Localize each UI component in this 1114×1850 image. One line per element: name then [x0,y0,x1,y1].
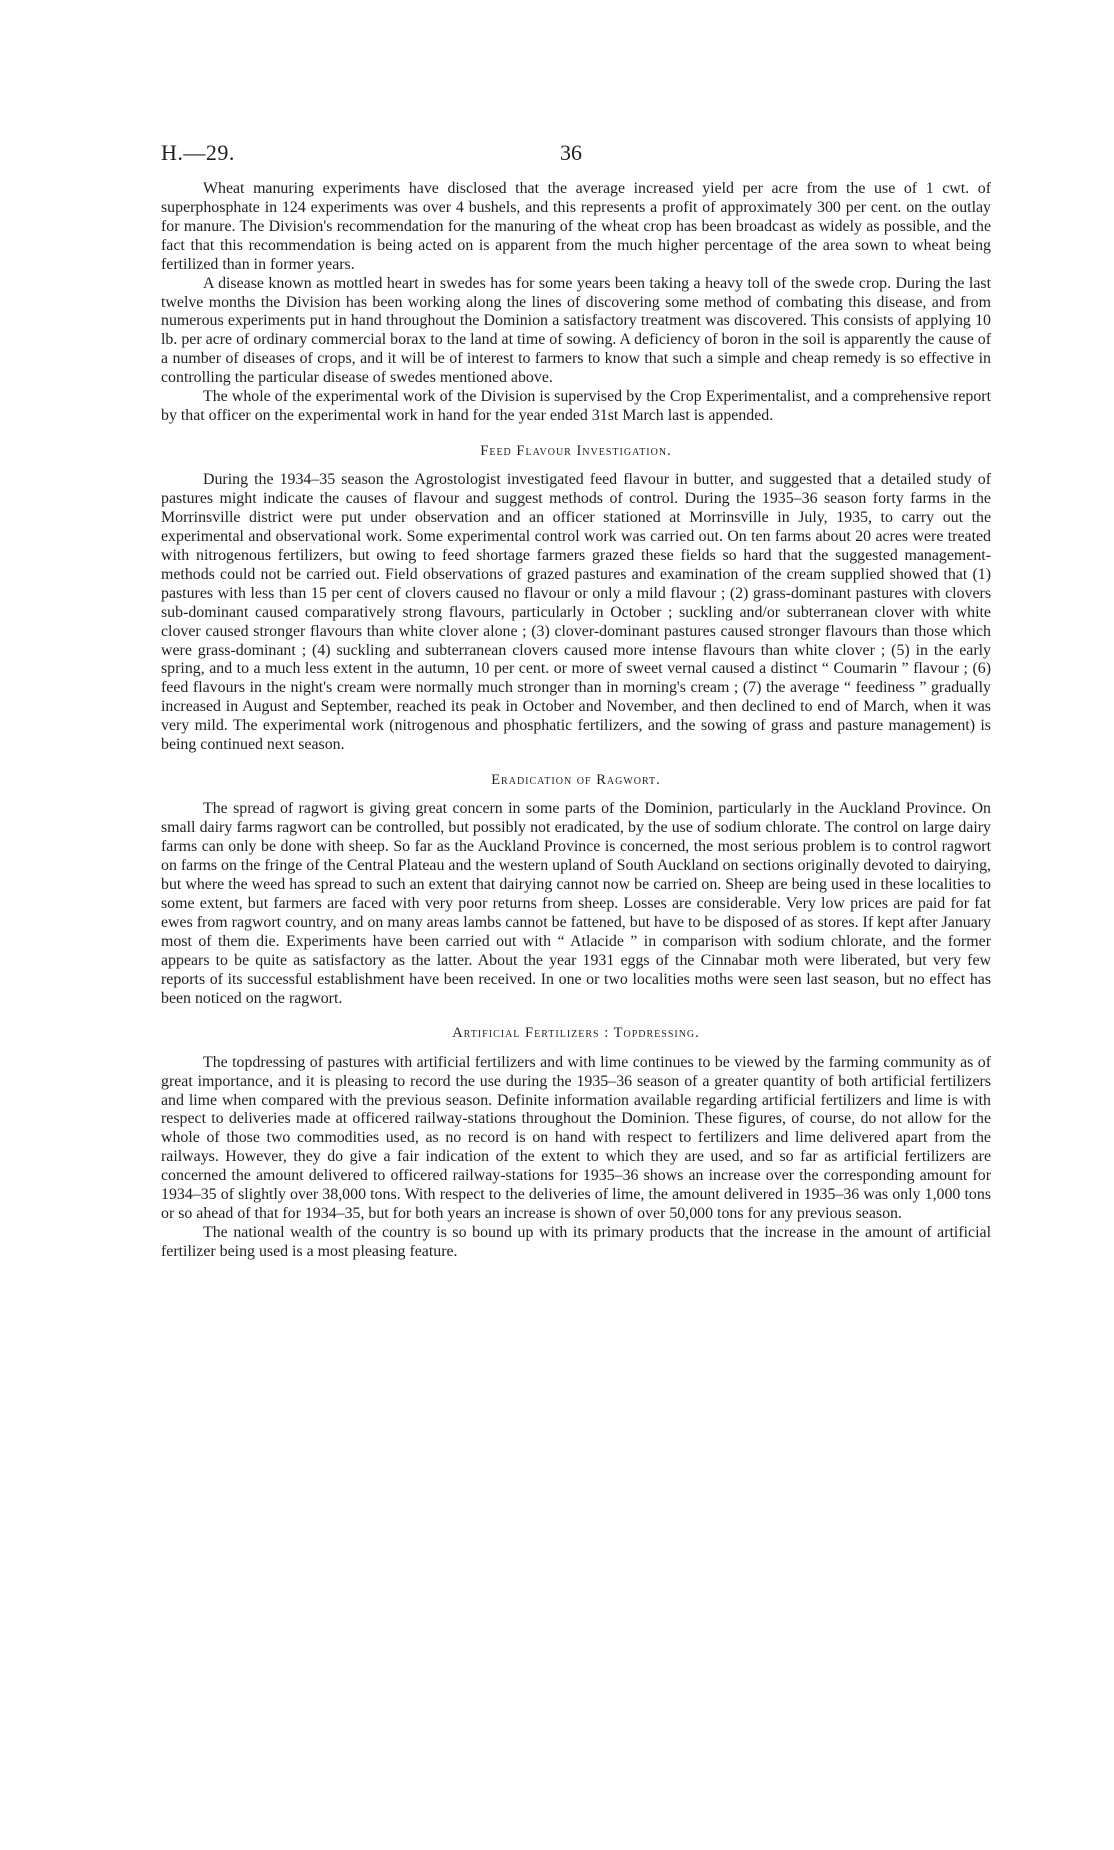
section-heading-fertilizers: Artificial Fertilizers : Topdressing. [452,1025,700,1042]
paragraph-feed-flavour: During the 1934–35 season the Agrostologist investigated feed flavour in butter, and suggested that a detailed study of pastures might indicate the causes of flavour and suggest methods of control. During the 1935–36 season forty farms in the Morrinsville district were put under observation and an officer stationed at Morrinsville in July, 1935, to carry out the experimental and observational work. Some experimental control work was carried out. On ten farms about 20 acres were treated with nitrogenous fertilizers, but owing to feed shortage farmers grazed these fields so hard that the suggested management-methods could not be carried out. Field observations of grazed pastures and examination of the cream supplied showed that (1) pastures with less than 15 per cent of clovers caused no flavour or only a mild flavour ; (2) grass-dominant pastures with clovers sub-dominant caused comparatively strong flavours, particularly in October ; suckling and/or subterranean clover with white clover caused stronger flavours than white clover alone ; (3) clover-dominant pastures caused stronger flavours than those which were grass-dominant ; (4) suckling and subterranean clovers caused more intense flavours than white clover ; (5) in the early spring, and to a much less extent in the autumn, 10 per cent. or more of sweet vernal caused a distinct “ Coumarin ” flavour ; (6) feed flavours in the night's cream were normally much stronger than in morning's cream ; (7) the average “ feediness ” gradually increased in August and September, reached its peak in October and November, and then declined to end of March, when it was very mild. The experimental work (nitrogenous and phosphatic fertilizers, and the sowing of grass and pasture management) is being continued next season. [161,471,991,754]
paragraph-national-wealth: The national wealth of the country is so bound up with its primary products that the increase in the amount of artificial fertilizer being used is a most pleasing feature. [161,1224,991,1260]
paragraph-fertilizers: The topdressing of pastures with artificial fertilizers and with lime continues to be viewed by the farming community as of great importance, and it is pleasing to record the use during the 1935–36 season of a greater quantity of both artificial fertilizers and lime when compared with the previous season. Definite information available regarding artificial fertilizers and lime is with respect to deliveries made at officered railway-stations throughout the Dominion. These figures, of course, do not allow for the whole of those two commodities used, as no record is on hand with respect to fertilizers and lime delivered apart from the railways. However, they do give a fair indication of the extent to which they are used, and so far as artificial fertilizers are concerned the amount delivered to officered railway-stations for 1935–36 shows an increase over the corresponding amount for 1934–35 of slightly over 38,000 tons. With respect to the deliveries of lime, the amount delivered in 1935–36 was only 1,000 tons or so ahead of that for 1934–35, but for both years an increase is shown of over 50,000 tons for any previous season. [161,1053,991,1223]
section-heading-feed-flavour: Feed Flavour Investigation. [480,442,672,459]
section-heading-ragwort: Eradication of Ragwort. [491,772,661,789]
paragraph-ragwort: The spread of ragwort is giving great concern in some parts of the Dominion, particularly in the Auckland Province. On small dairy farms ragwort can be controlled, but possibly not eradicated, by the use of sodium chlorate. The control on large dairy farms can only be done with sheep. So far as the Auckland Province is concerned, the most serious problem is to control ragwort on farms on the fringe of the Central Plateau and the western upland of South Auckland on sections originally devoted to dairying, but where the weed has spread to such an extent that dairying cannot now be carried on. Sheep are being used in these localities to some extent, but farmers are faced with very poor returns from sheep. Losses are considerable. Very low prices are paid for fat ewes from ragwort country, and on many areas lambs cannot be fattened, but have to be disposed of as stores. If kept after January most of them die. Experiments have been carried out with “ Atlacide ” in comparison with sodium chlorate, and the former appears to be quite as satisfactory as the latter. About the year 1931 eggs of the Cinnabar moth were liberated, but very few reports of its successful establishment have been received. In one or two localities moths were seen last season, but no effect has been noticed on the ragwort. [161,800,991,1007]
page-number: 36 [560,140,582,165]
paragraph-mottled-heart-swedes: A disease known as mottled heart in swedes has for some years been taking a heavy toll of the swede crop. During the last twelve months the Division has been working along the lines of discovering some method of combating this disease, and from numerous experiments put in hand throughout the Dominion a satisfactory treatment was discovered. This consists of applying 10 lb. per acre of ordinary commercial borax to the land at time of sowing. A deficiency of boron in the soil is apparently the cause of a number of diseases of crops, and it will be of interest to farmers to know that such a simple and cheap remedy is so effective in controlling the particular disease of swedes mentioned above. [161,274,991,387]
document-body [161,180,991,1262]
paragraph-crop-experimentalist: The whole of the experimental work of the Division is supervised by the Crop Experimentalist, and a comprehensive report by that officer on the experimental work in hand for the year ended 31st March last is appended. [161,388,991,425]
paragraph-wheat-manuring: Wheat manuring experiments have disclosed that the average increased yield per acre from the use of 1 cwt. of superphosphate in 124 experiments was over 4 bushels, and this represents a profit of approximately 300 per cent. on the outlay for manure. The Division's recommendation for the manuring of the wheat crop has been broadcast as widely as possible, and the fact that this recommendation is being acted on is apparent from the much higher percentage of the area sown to wheat being fertilized than in former years. [161,180,991,273]
page-reference: H.—29. [161,140,235,165]
